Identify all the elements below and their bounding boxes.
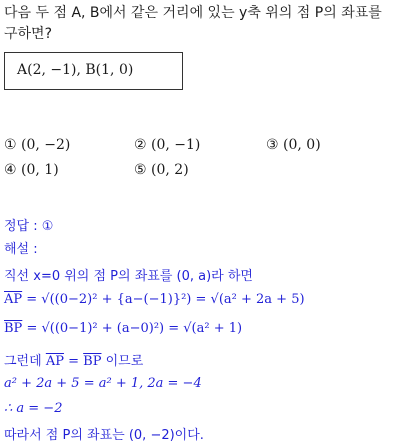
line4-suffix: 이므로	[105, 354, 144, 369]
solution-line-5: a² + 2a + 5 = a² + 1, 2a = −4	[4, 376, 202, 391]
choice-number: ③	[266, 137, 279, 153]
choice-number: ④	[4, 162, 17, 178]
question-line-2: 구하면?	[4, 26, 53, 42]
choice-number: ⑤	[134, 162, 147, 178]
solution-ap-line	[4, 292, 305, 307]
choice-3[interactable]	[266, 137, 321, 153]
solution-line-7: 따라서 점 P의 좌표는 (0, −2)이다.	[4, 428, 204, 443]
segment-ap-label: $\overline{AP}$	[45, 354, 64, 369]
choice-value: (0, 1)	[21, 162, 59, 178]
solution-line-1: 직선 x=0 위의 점 P의 좌표를 (0, a)라 하면	[4, 269, 253, 284]
bp-expression: = √((0−1)² + (a−0)²) = √(a² + 1)	[26, 321, 243, 336]
choice-value: (0, 2)	[151, 162, 189, 178]
choice-value: (0, −2)	[21, 137, 71, 153]
choice-4[interactable]	[4, 162, 59, 178]
solution-bp-line	[4, 321, 242, 336]
solution-line-6: ∴ a = −2	[4, 401, 63, 416]
choice-number: ②	[134, 137, 147, 153]
line4-prefix: 그런데	[4, 354, 42, 369]
segment-bp-label: $\overline{BP}$	[83, 354, 102, 369]
choice-1[interactable]	[4, 137, 70, 153]
choice-value: (0, −1)	[151, 137, 201, 153]
solution-line-4	[4, 350, 143, 369]
explanation-title: 해설 :	[4, 242, 38, 257]
segment-bp-label: $\overline{BP}$	[4, 321, 23, 336]
answer-line: 정답 : ①	[4, 219, 54, 234]
choice-value: (0, 0)	[283, 137, 321, 153]
equals-sign: =	[68, 354, 80, 369]
choice-2[interactable]	[134, 137, 200, 153]
question-line-1: 다음 두 점 A, B에서 같은 거리에 있는 y축 위의 점 P의 좌표를	[4, 5, 382, 21]
given-points-box	[4, 52, 183, 90]
segment-ap-label: $\overline{AP}$	[4, 292, 23, 307]
choice-number: ①	[4, 137, 17, 153]
given-points-text: A(2, −1), B(1, 0)	[17, 62, 134, 78]
choice-5[interactable]	[134, 162, 189, 178]
ap-expression: = √((0−2)² + {a−(−1)}²) = √(a² + 2a + 5)	[26, 292, 305, 307]
